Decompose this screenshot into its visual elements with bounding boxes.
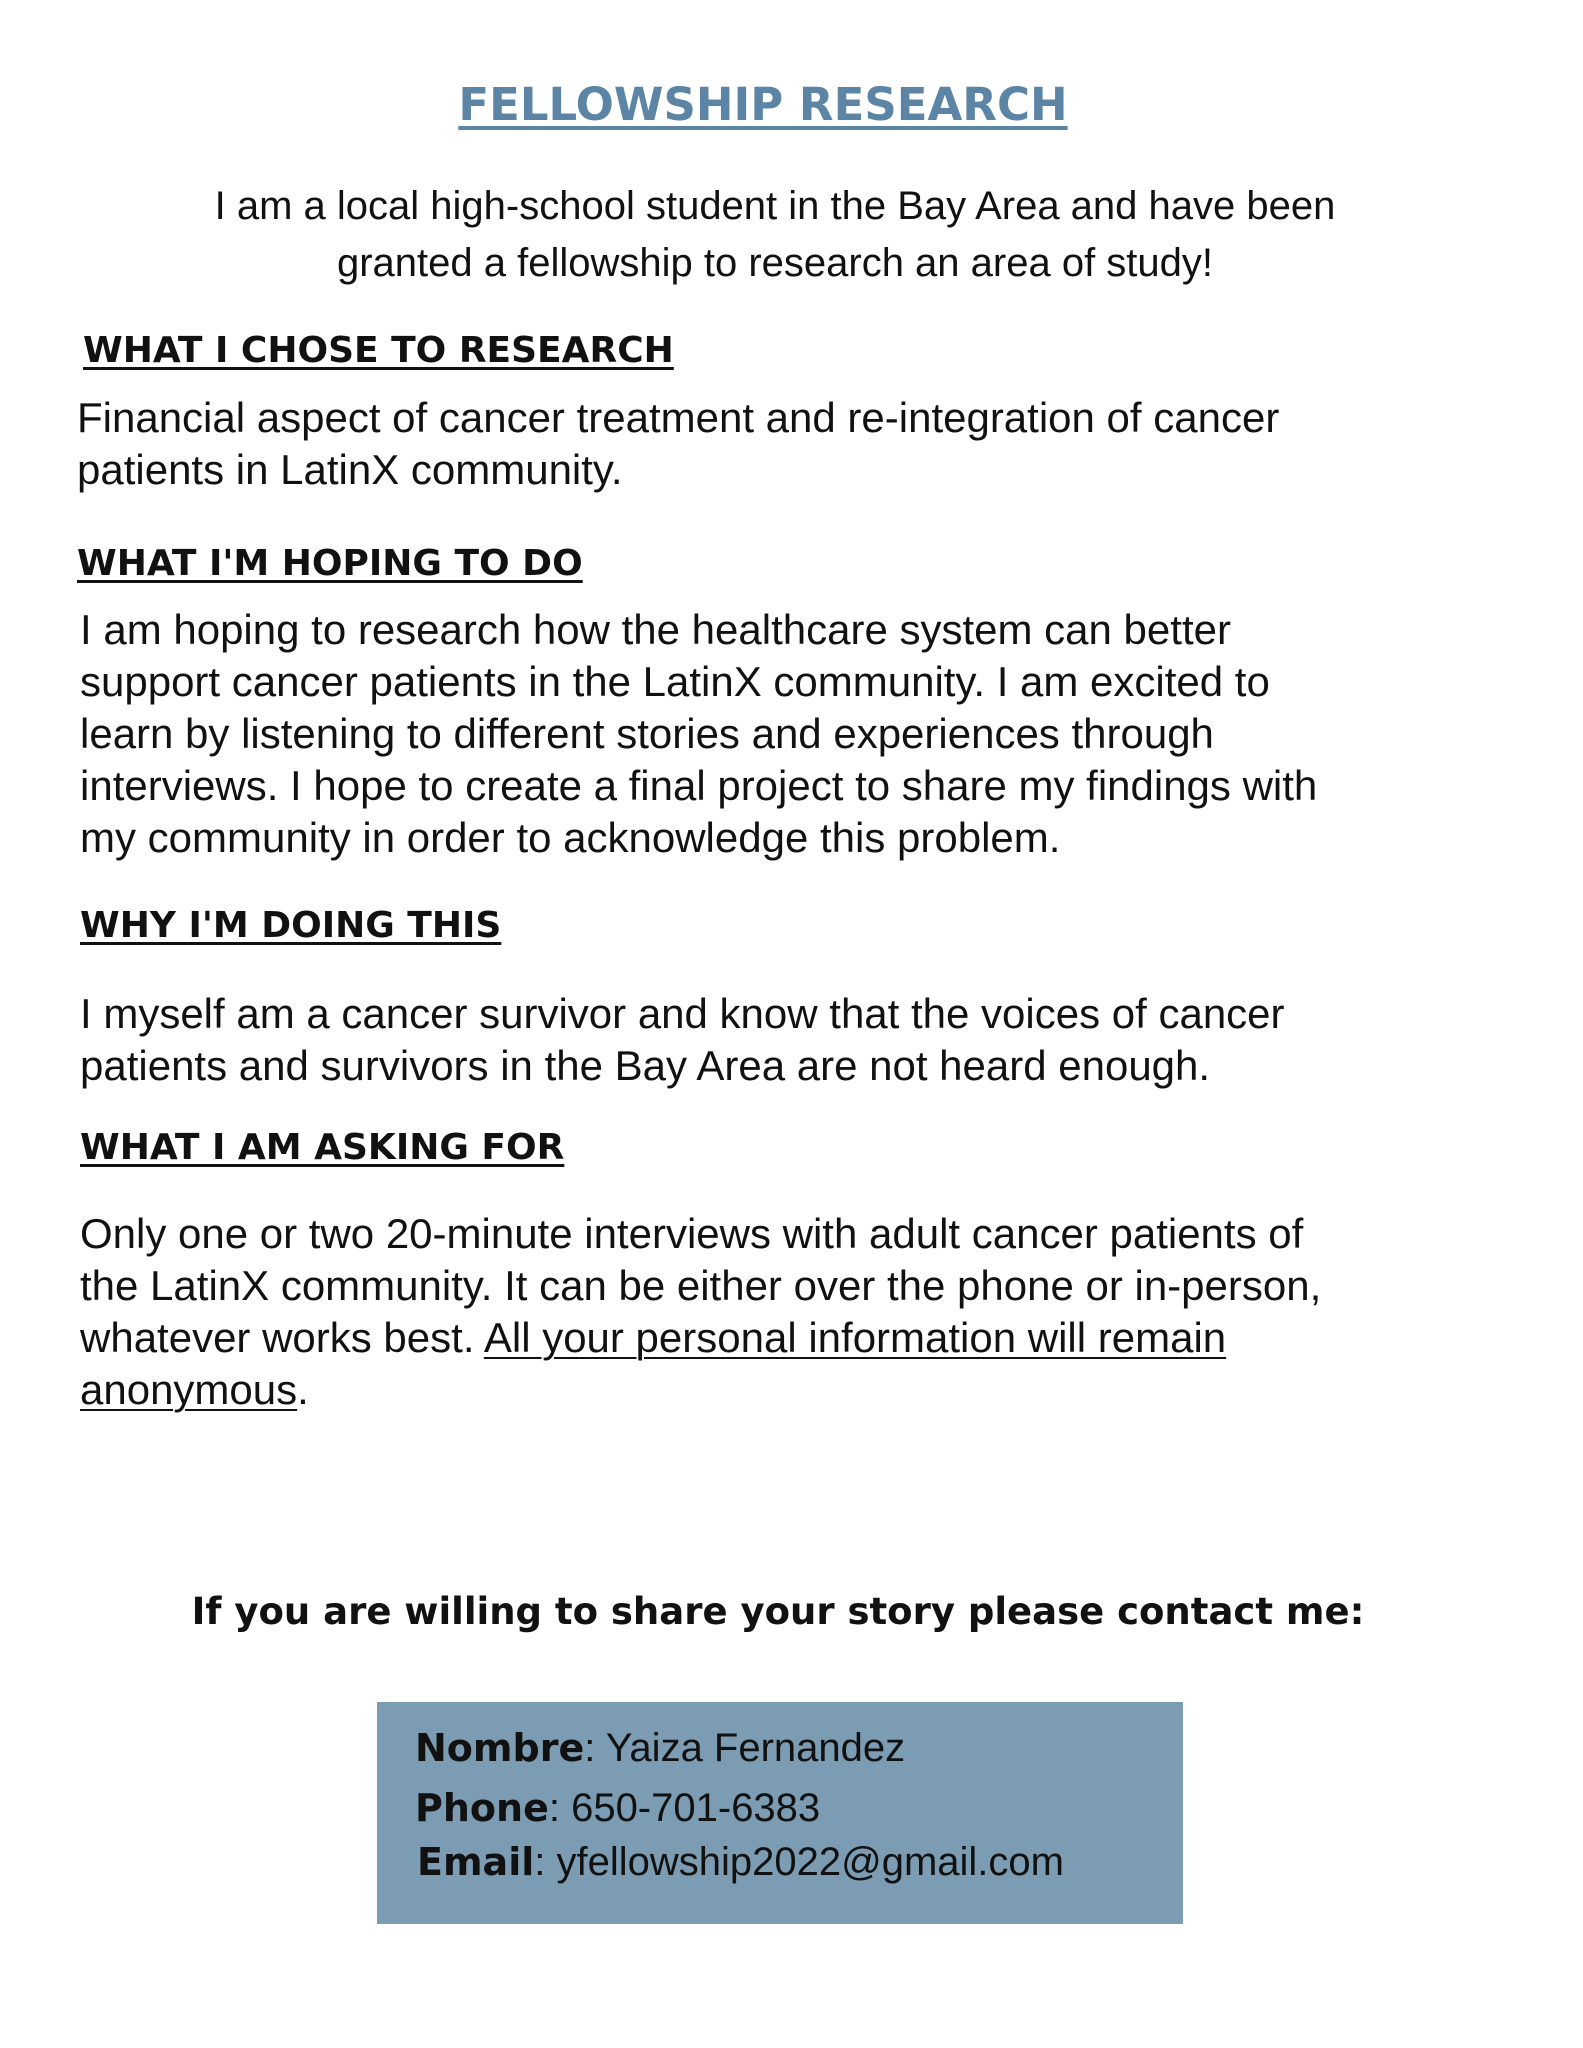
intro-line-1: I am a local high-school student in the Bay Area and have been bbox=[214, 184, 1336, 228]
section-body-hoping bbox=[80, 604, 1500, 864]
section-heading-research: WHAT I CHOSE TO RESEARCH bbox=[83, 330, 674, 371]
contact-phone bbox=[415, 1786, 820, 1831]
contact-box bbox=[377, 1702, 1183, 1924]
body-line: I myself am a cancer survivor and know that the voices of cancer bbox=[80, 990, 1285, 1037]
contact-call-to-action: If you are willing to share your story please contact me: bbox=[191, 1590, 1365, 1633]
contact-email-value: : yfellowship2022@gmail.com bbox=[534, 1840, 1064, 1884]
contact-phone-value: : 650-701-6383 bbox=[548, 1786, 821, 1830]
section-heading-hoping: WHAT I'M HOPING TO DO bbox=[77, 543, 583, 584]
section-heading-asking: WHAT I AM ASKING FOR bbox=[80, 1127, 565, 1168]
body-line-period: . bbox=[297, 1366, 309, 1413]
contact-email-label: Email bbox=[417, 1840, 535, 1884]
body-line: patients and survivors in the Bay Area are not heard enough. bbox=[80, 1042, 1211, 1089]
section-body-why bbox=[80, 988, 1500, 1092]
intro-line-2: granted a fellowship to research an area of study! bbox=[336, 241, 1214, 285]
section-body-research bbox=[77, 392, 1497, 496]
anonymity-notice-end: anonymous bbox=[80, 1366, 298, 1413]
body-line: patients in LatinX community. bbox=[77, 446, 623, 493]
anonymity-notice: All your personal information will remain bbox=[483, 1314, 1227, 1361]
body-line: interviews. I hope to create a final project to share my findings with bbox=[80, 762, 1318, 809]
body-line: Financial aspect of cancer treatment and re-integration of cancer bbox=[77, 394, 1280, 441]
page-title: FELLOWSHIP RESEARCH bbox=[458, 78, 1068, 131]
contact-name bbox=[415, 1726, 905, 1771]
body-line: Only one or two 20-minute interviews with adult cancer patients of bbox=[80, 1210, 1304, 1257]
body-line: I am hoping to research how the healthcare system can better bbox=[80, 606, 1231, 653]
section-body-asking bbox=[80, 1208, 1500, 1416]
body-line: support cancer patients in the LatinX community. I am excited to bbox=[80, 658, 1270, 705]
contact-phone-label: Phone bbox=[415, 1786, 549, 1830]
contact-name-label: Nombre bbox=[415, 1726, 585, 1770]
body-line: the LatinX community. It can be either over the phone or in-person, bbox=[80, 1262, 1322, 1309]
section-heading-why: WHY I'M DOING THIS bbox=[80, 905, 502, 946]
body-line: my community in order to acknowledge this problem. bbox=[80, 814, 1061, 861]
contact-email bbox=[417, 1840, 1064, 1885]
intro-text bbox=[80, 178, 1470, 292]
body-line: learn by listening to different stories and experiences through bbox=[80, 710, 1214, 757]
body-line-plain: whatever works best. bbox=[80, 1314, 484, 1361]
contact-name-value: : Yaiza Fernandez bbox=[584, 1726, 906, 1770]
